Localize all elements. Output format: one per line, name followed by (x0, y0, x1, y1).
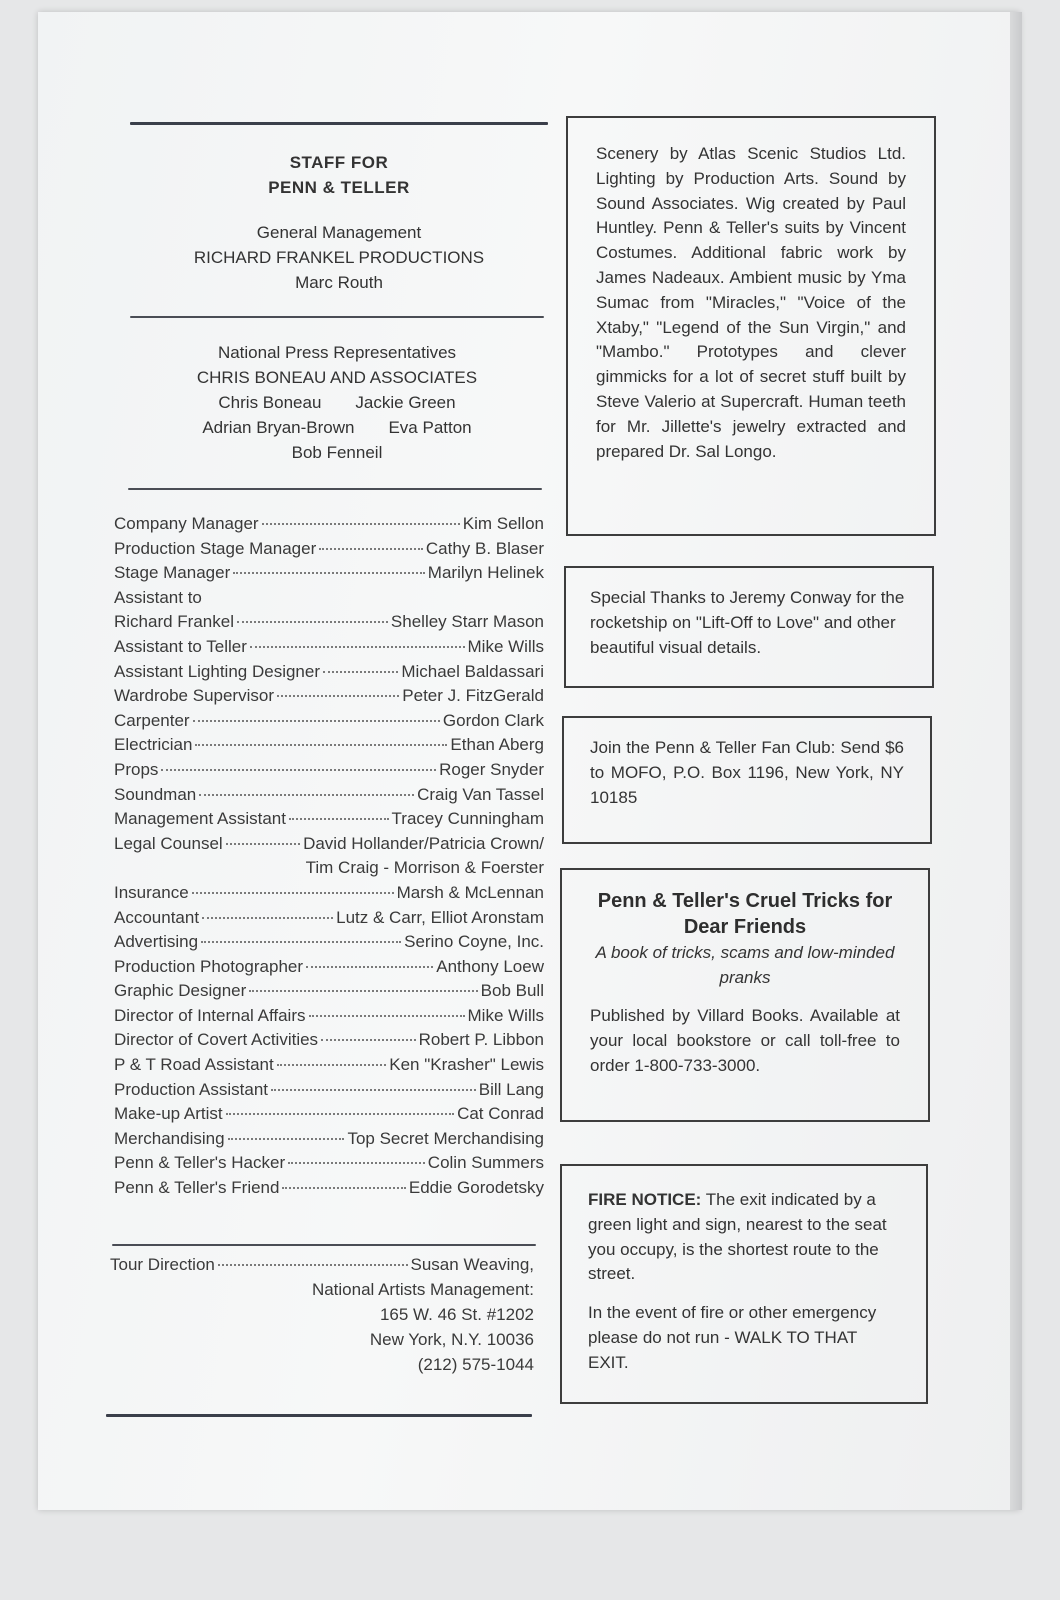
leader-dots (289, 818, 389, 820)
leader-dots (226, 1113, 454, 1115)
tour-name: Susan Weaving, (410, 1255, 534, 1274)
credit-name: Roger Snyder (439, 759, 544, 779)
credit-row (114, 610, 544, 635)
credit-row (114, 906, 544, 931)
credit-name: Mike Wills (467, 1005, 544, 1025)
credit-role: Insurance (114, 882, 189, 902)
credit-row (114, 1151, 544, 1176)
leader-dots (262, 523, 460, 525)
tour-address-line: National Artists Management: (311, 1280, 534, 1299)
credit-role: Graphic Designer (114, 981, 247, 1001)
book-publisher-text: Published by Villard Books. Available at your local bookstore or call toll-free to order 1-800-733-3000. (590, 1006, 900, 1075)
credit-role: Wardrobe Supervisor (114, 686, 274, 706)
credit-name: Robert P. Libbon (418, 1030, 544, 1050)
press-name: Jackie Green (355, 393, 456, 412)
credit-name: Ethan Aberg (450, 735, 544, 755)
credit-row (114, 1028, 544, 1053)
credit-row (114, 930, 544, 955)
book-subtitle: A book of tricks, scams and low-minded pranks (595, 943, 895, 987)
divider-rule (128, 488, 542, 490)
divider-rule (130, 316, 544, 318)
credit-role: Make-up Artist (114, 1104, 223, 1124)
credit-row (114, 881, 544, 906)
tour-direction (110, 1252, 534, 1377)
credit-role: Production Photographer (114, 956, 304, 976)
fire-notice-body: The exit indicated by a green light and sign, nearest to the seat you occupy, is the shortest route to the street. (588, 1190, 887, 1284)
production-credits-text: Scenery by Atlas Scenic Studios Ltd. Lighting by Production Arts. Sound by Sound Associates. Wig created by Paul Huntley. Penn & Teller's suits by Vincent Costumes. Additional fabric work by James Nadeaux. Ambient music by Yma Sumac from "Miracles," "Voice of the Xtaby," "Legend of the Sun Virgin," and "Mambo." Prototypes and clever gimmicks for a lot of secret stuff built by Steve Valerio at Supercraft. Human teeth for Mr. Jillette's jewelry extracted and prepared Dr. Sal Longo. (596, 144, 906, 461)
credit-role: Props (114, 759, 159, 779)
fire-notice-label: FIRE NOTICE: (588, 1190, 702, 1209)
credit-role: Assistant to Teller (114, 636, 247, 656)
credit-row (114, 758, 544, 783)
book-title: Penn & Teller's Cruel Tricks for Dear Friends (597, 890, 893, 938)
credit-row (114, 537, 544, 562)
credit-role: P & T Road Assistant (114, 1055, 274, 1075)
credit-role: Merchandising (114, 1128, 225, 1148)
credit-row (114, 783, 544, 808)
leader-dots (195, 744, 447, 746)
credit-name: Craig Van Tassel (417, 784, 544, 804)
credit-row (114, 586, 544, 611)
special-thanks-box (564, 566, 934, 688)
credit-name: Bill Lang (478, 1079, 544, 1099)
leader-dots (199, 794, 414, 796)
staff-title-line1: STAFF FOR (289, 153, 389, 172)
credit-name: Anthony Loew (436, 956, 544, 976)
staff-header (130, 150, 548, 295)
credit-role: Penn & Teller's Friend (114, 1178, 280, 1198)
press-name: Adrian Bryan-Brown (202, 418, 355, 437)
credit-role: Production Stage Manager (114, 538, 317, 558)
tour-phone: (212) 575-1044 (417, 1355, 534, 1374)
credit-row (114, 512, 544, 537)
leader-dots (319, 548, 423, 550)
credit-role: Soundman (114, 784, 197, 804)
general-management-company: RICHARD FRANKEL PRODUCTIONS (193, 248, 485, 267)
credit-row (114, 979, 544, 1004)
credit-name: Eddie Gorodetsky (408, 1178, 544, 1198)
credit-row (114, 1102, 544, 1127)
press-name: Eva Patton (388, 418, 472, 437)
credit-role: Stage Manager (114, 563, 231, 583)
credit-name: Cathy B. Blaser (425, 538, 544, 558)
tour-role: Tour Direction (110, 1255, 215, 1274)
credit-role: Advertising (114, 932, 199, 952)
credit-name: Peter J. FitzGerald (402, 686, 544, 706)
credit-name: Mike Wills (467, 636, 544, 656)
credit-role: Richard Frankel (114, 612, 234, 632)
leader-dots (228, 1138, 345, 1140)
credit-name: Cat Conrad (457, 1104, 544, 1124)
fan-club-text: Join the Penn & Teller Fan Club: Send $6 to MOFO, P.O. Box 1196, New York, NY 10185 (590, 738, 904, 807)
leader-dots (277, 695, 399, 697)
staff-credits-list (114, 512, 544, 1201)
credit-name: Michael Baldassari (401, 661, 544, 681)
credit-role: Company Manager (114, 514, 259, 533)
credit-name: Marsh & McLennan (396, 882, 544, 902)
general-management-label: General Management (256, 223, 422, 242)
press-name: Bob Fenneil (291, 443, 383, 462)
leader-dots (218, 1264, 408, 1266)
press-label: National Press Representatives (217, 343, 457, 362)
general-management-person: Marc Routh (295, 273, 383, 292)
press-name: Chris Boneau (218, 393, 322, 412)
credit-name: Ken "Krasher" Lewis (389, 1055, 544, 1075)
credit-row (114, 1176, 544, 1201)
press-company: CHRIS BONEAU AND ASSOCIATES (196, 368, 478, 387)
credit-row (114, 709, 544, 734)
fire-notice-box (560, 1164, 928, 1404)
credit-name: Tracey Cunningham (391, 809, 544, 829)
tour-address-line: New York, N.Y. 10036 (369, 1330, 534, 1349)
credit-name: Lutz & Carr, Elliot Aronstam (336, 907, 544, 927)
credit-role: Director of Internal Affairs (114, 1005, 306, 1025)
credit-name: Marilyn Helinek (427, 563, 544, 583)
leader-dots (192, 892, 394, 894)
credit-row (114, 955, 544, 980)
credit-role: Assistant to (114, 587, 202, 607)
special-thanks-text: Special Thanks to Jeremy Conway for the rocketship on "Lift-Off to Love" and other beautiful visual details. (590, 588, 905, 657)
production-credits-box (566, 116, 936, 536)
leader-dots (306, 966, 433, 968)
leader-dots (309, 1015, 465, 1017)
credit-name: Kim Sellon (462, 514, 544, 533)
credit-role: Electrician (114, 735, 193, 755)
credit-row (114, 635, 544, 660)
credit-row (114, 660, 544, 685)
credit-row (114, 1004, 544, 1029)
credit-role: Carpenter (114, 710, 190, 730)
leader-dots (282, 1187, 405, 1189)
leader-dots (249, 990, 477, 992)
leader-dots (321, 1039, 416, 1041)
credit-role: Assistant Lighting Designer (114, 661, 321, 681)
credit-role: Production Assistant (114, 1079, 269, 1099)
credit-row (114, 684, 544, 709)
leader-dots (288, 1162, 425, 1164)
book-promo-box (560, 868, 930, 1122)
credit-name: Shelley Starr Mason (390, 612, 544, 632)
credit-role: Penn & Teller's Hacker (114, 1153, 286, 1173)
page-edge (1010, 12, 1022, 1510)
credit-row (114, 1078, 544, 1103)
leader-dots (193, 720, 440, 722)
staff-title-line2: PENN & TELLER (268, 178, 410, 197)
credit-role: Accountant (114, 907, 200, 927)
credit-name: Top Secret Merchandising (347, 1128, 544, 1148)
leader-dots (233, 572, 425, 574)
press-representatives (130, 340, 544, 465)
credit-role: Management Assistant (114, 809, 286, 829)
leader-dots (226, 843, 300, 845)
credit-name: Serino Coyne, Inc. (404, 932, 544, 952)
fire-notice-text2: In the event of fire or other emergency please do not run - WALK TO THAT EXIT. (588, 1303, 877, 1372)
credit-row (114, 832, 544, 857)
leader-dots (161, 769, 436, 771)
fan-club-box (562, 716, 932, 844)
credit-row (114, 733, 544, 758)
credit-name: Colin Summers (427, 1153, 544, 1173)
credit-row (114, 807, 544, 832)
leader-dots (202, 917, 333, 919)
credit-row (114, 1053, 544, 1078)
credit-name: David Hollander/Patricia Crown/ (303, 833, 544, 853)
divider-rule (112, 1244, 536, 1246)
credit-row (114, 561, 544, 586)
leader-dots (237, 621, 388, 623)
credit-role: Legal Counsel (114, 833, 223, 853)
bottom-rule (106, 1414, 532, 1417)
credit-role: Director of Covert Activities (114, 1030, 319, 1050)
fire-notice-text1 (588, 1188, 900, 1287)
leader-dots (323, 671, 398, 673)
leader-dots (277, 1064, 387, 1066)
credit-row (114, 1127, 544, 1152)
credit-name: Bob Bull (480, 981, 544, 1001)
credit-row (114, 856, 544, 881)
leader-dots (271, 1089, 476, 1091)
top-rule (130, 122, 548, 125)
credit-name: Gordon Clark (442, 710, 544, 730)
leader-dots (250, 646, 465, 648)
tour-address-line: 165 W. 46 St. #1202 (379, 1305, 534, 1324)
leader-dots (201, 941, 401, 943)
credit-name: Tim Craig - Morrison & Foerster (305, 858, 544, 878)
